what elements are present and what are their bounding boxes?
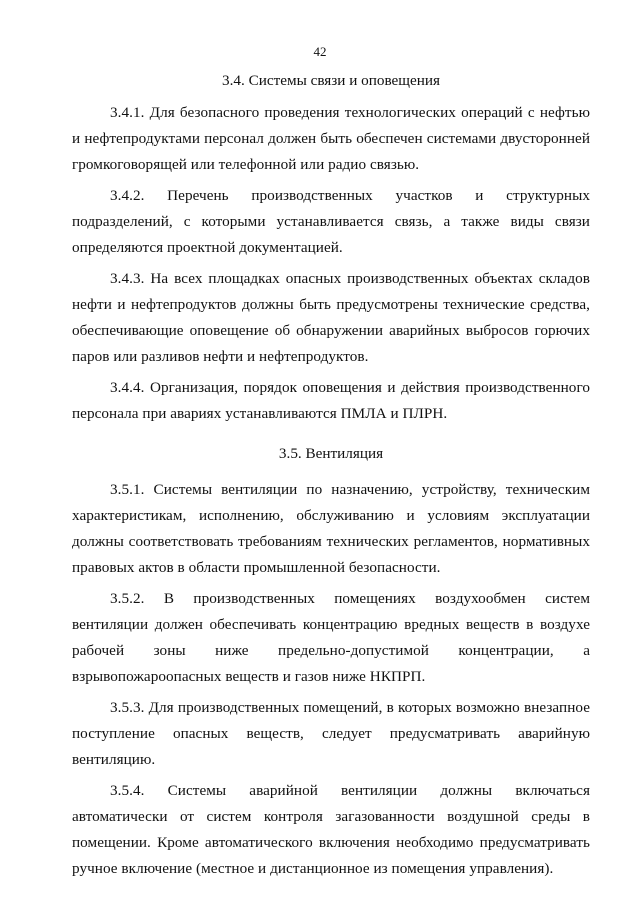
- paragraph-3-5-1: 3.5.1. Системы вентиляции по назначению, устройству, техническим характеристикам, исполнению, обслуживанию и условиям эксплуатации должны соответствовать требованиям технических регламентов, нормативных правовых актов в области промышленной безопасности.: [72, 481, 590, 576]
- paragraph-3-4-3: 3.4.3. На всех площадках опасных производственных объектах складов нефти и нефтепродуктов должны быть предусмотрены технические средства, обеспечивающие оповещение об обнаружении аварийных выбросов горючих паров или разливов нефти и нефтепродуктов.: [72, 270, 590, 365]
- paragraph-3-4-2: 3.4.2. Перечень производственных участков и структурных подразделений, с которыми устанавливается связь, а также виды связи определяются проектной документацией.: [72, 187, 590, 256]
- section-heading-communication: 3.4. Системы связи и оповещения: [222, 72, 440, 89]
- paragraph-3-5-4: 3.5.4. Системы аварийной вентиляции должны включаться автоматически от систем контроля загазованности воздушной среды в помещении. Кроме автоматического включения необходимо предусматривать ручное включение (местное и дистанционное из помещения управления).: [72, 782, 590, 877]
- paragraph-3-4-4: 3.4.4. Организация, порядок оповещения и действия производственного персонала при авариях устанавливаются ПМЛА и ПЛРН.: [72, 379, 590, 422]
- paragraph-3-5-2: 3.5.2. В производственных помещениях воздухообмен систем вентиляции должен обеспечивать концентрацию вредных веществ в воздухе рабочей зоны ниже предельно-допустимой концентрации, а взрывопожароопасных веществ и газов ниже НКПРП.: [72, 590, 590, 685]
- paragraph-3-5-3: 3.5.3. Для производственных помещений, в которых возможно внезапное поступление опасных веществ, следует предусматривать аварийную вентиляцию.: [72, 699, 590, 768]
- paragraph-3-4-1: 3.4.1. Для безопасного проведения технологических операций с нефтью и нефтепродуктами персонал должен быть обеспечен системами двусторонней громкоговорящей или телефонной или радио связью.: [72, 104, 590, 173]
- section-heading-ventilation: 3.5. Вентиляция: [278, 445, 384, 462]
- document-body: [72, 68, 590, 887]
- page-number: 42: [313, 44, 327, 59]
